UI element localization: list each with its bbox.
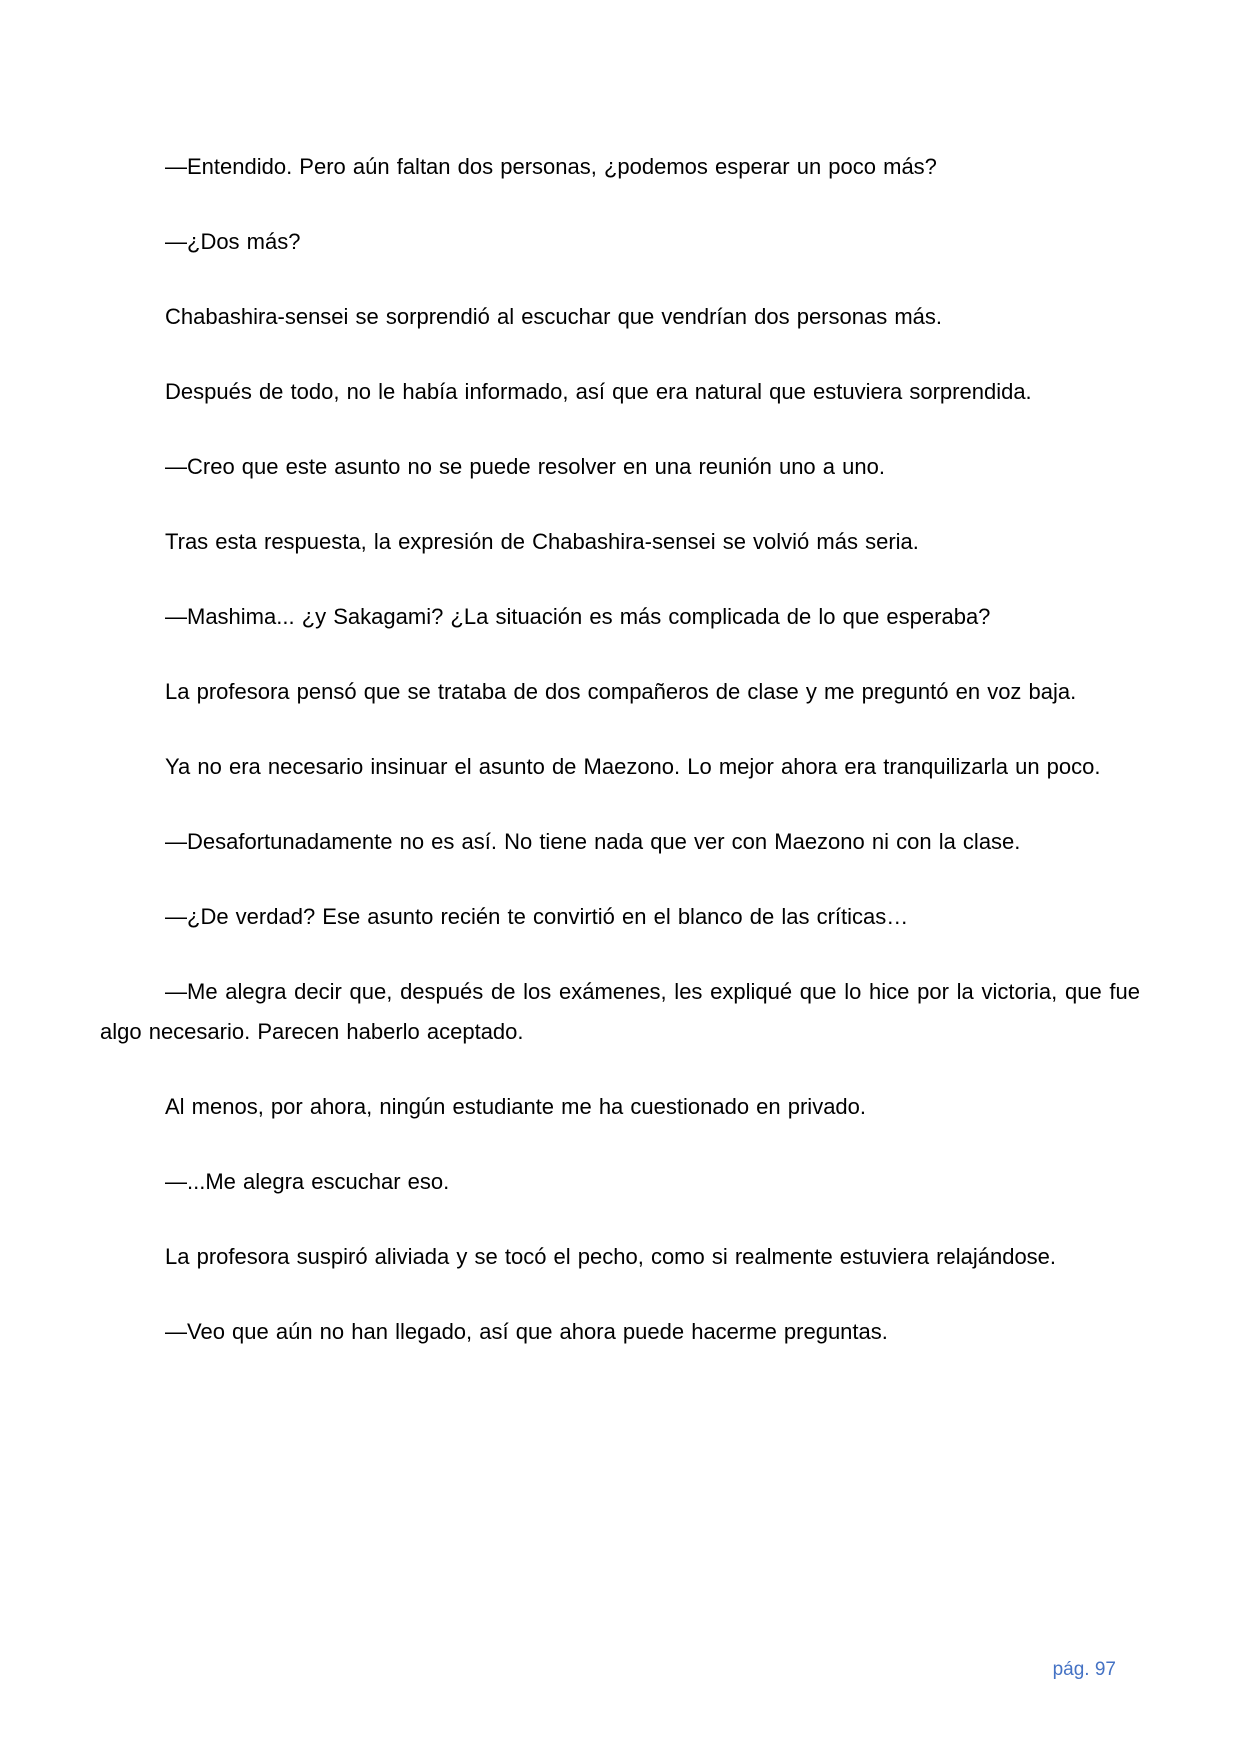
paragraph: Después de todo, no le había informado, así que era natural que estuviera sorprendida. — [165, 379, 1032, 404]
paragraph: —Entendido. Pero aún faltan dos personas, ¿podemos esperar un poco más? — [165, 154, 937, 179]
paragraph: —Desafortunadamente no es así. No tiene nada que ver con Maezono ni con la clase. — [165, 829, 1021, 854]
paragraph: —¿Dos más? — [165, 229, 301, 254]
paragraph: Ya no era necesario insinuar el asunto de Maezono. Lo mejor ahora era tranquilizarla un poco. — [165, 754, 1101, 779]
paragraph: La profesora pensó que se trataba de dos compañeros de clase y me preguntó en voz baja. — [165, 679, 1077, 704]
paragraph: —Me alegra decir que, después de los exámenes, les expliqué que lo hice por la victoria, que fue algo necesario. Parecen haberlo aceptado. — [100, 979, 1140, 1044]
paragraph: Tras esta respuesta, la expresión de Chabashira-sensei se volvió más seria. — [165, 529, 919, 554]
paragraph: —...Me alegra escuchar eso. — [165, 1169, 450, 1194]
page-text-body — [100, 147, 1140, 1387]
paragraph: —Veo que aún no han llegado, así que ahora puede hacerme preguntas. — [165, 1319, 888, 1344]
page-number: pág. 97 — [1052, 1659, 1116, 1680]
paragraph: Chabashira-sensei se sorprendió al escuchar que vendrían dos personas más. — [165, 304, 942, 329]
paragraph: —Creo que este asunto no se puede resolver en una reunión uno a uno. — [165, 454, 885, 479]
paragraph: —Mashima... ¿y Sakagami? ¿La situación es más complicada de lo que esperaba? — [165, 604, 991, 629]
paragraph: —¿De verdad? Ese asunto recién te convirtió en el blanco de las críticas… — [165, 904, 909, 929]
paragraph: La profesora suspiró aliviada y se tocó el pecho, como si realmente estuviera relajándose. — [165, 1244, 1057, 1269]
paragraph: Al menos, por ahora, ningún estudiante me ha cuestionado en privado. — [165, 1094, 867, 1119]
